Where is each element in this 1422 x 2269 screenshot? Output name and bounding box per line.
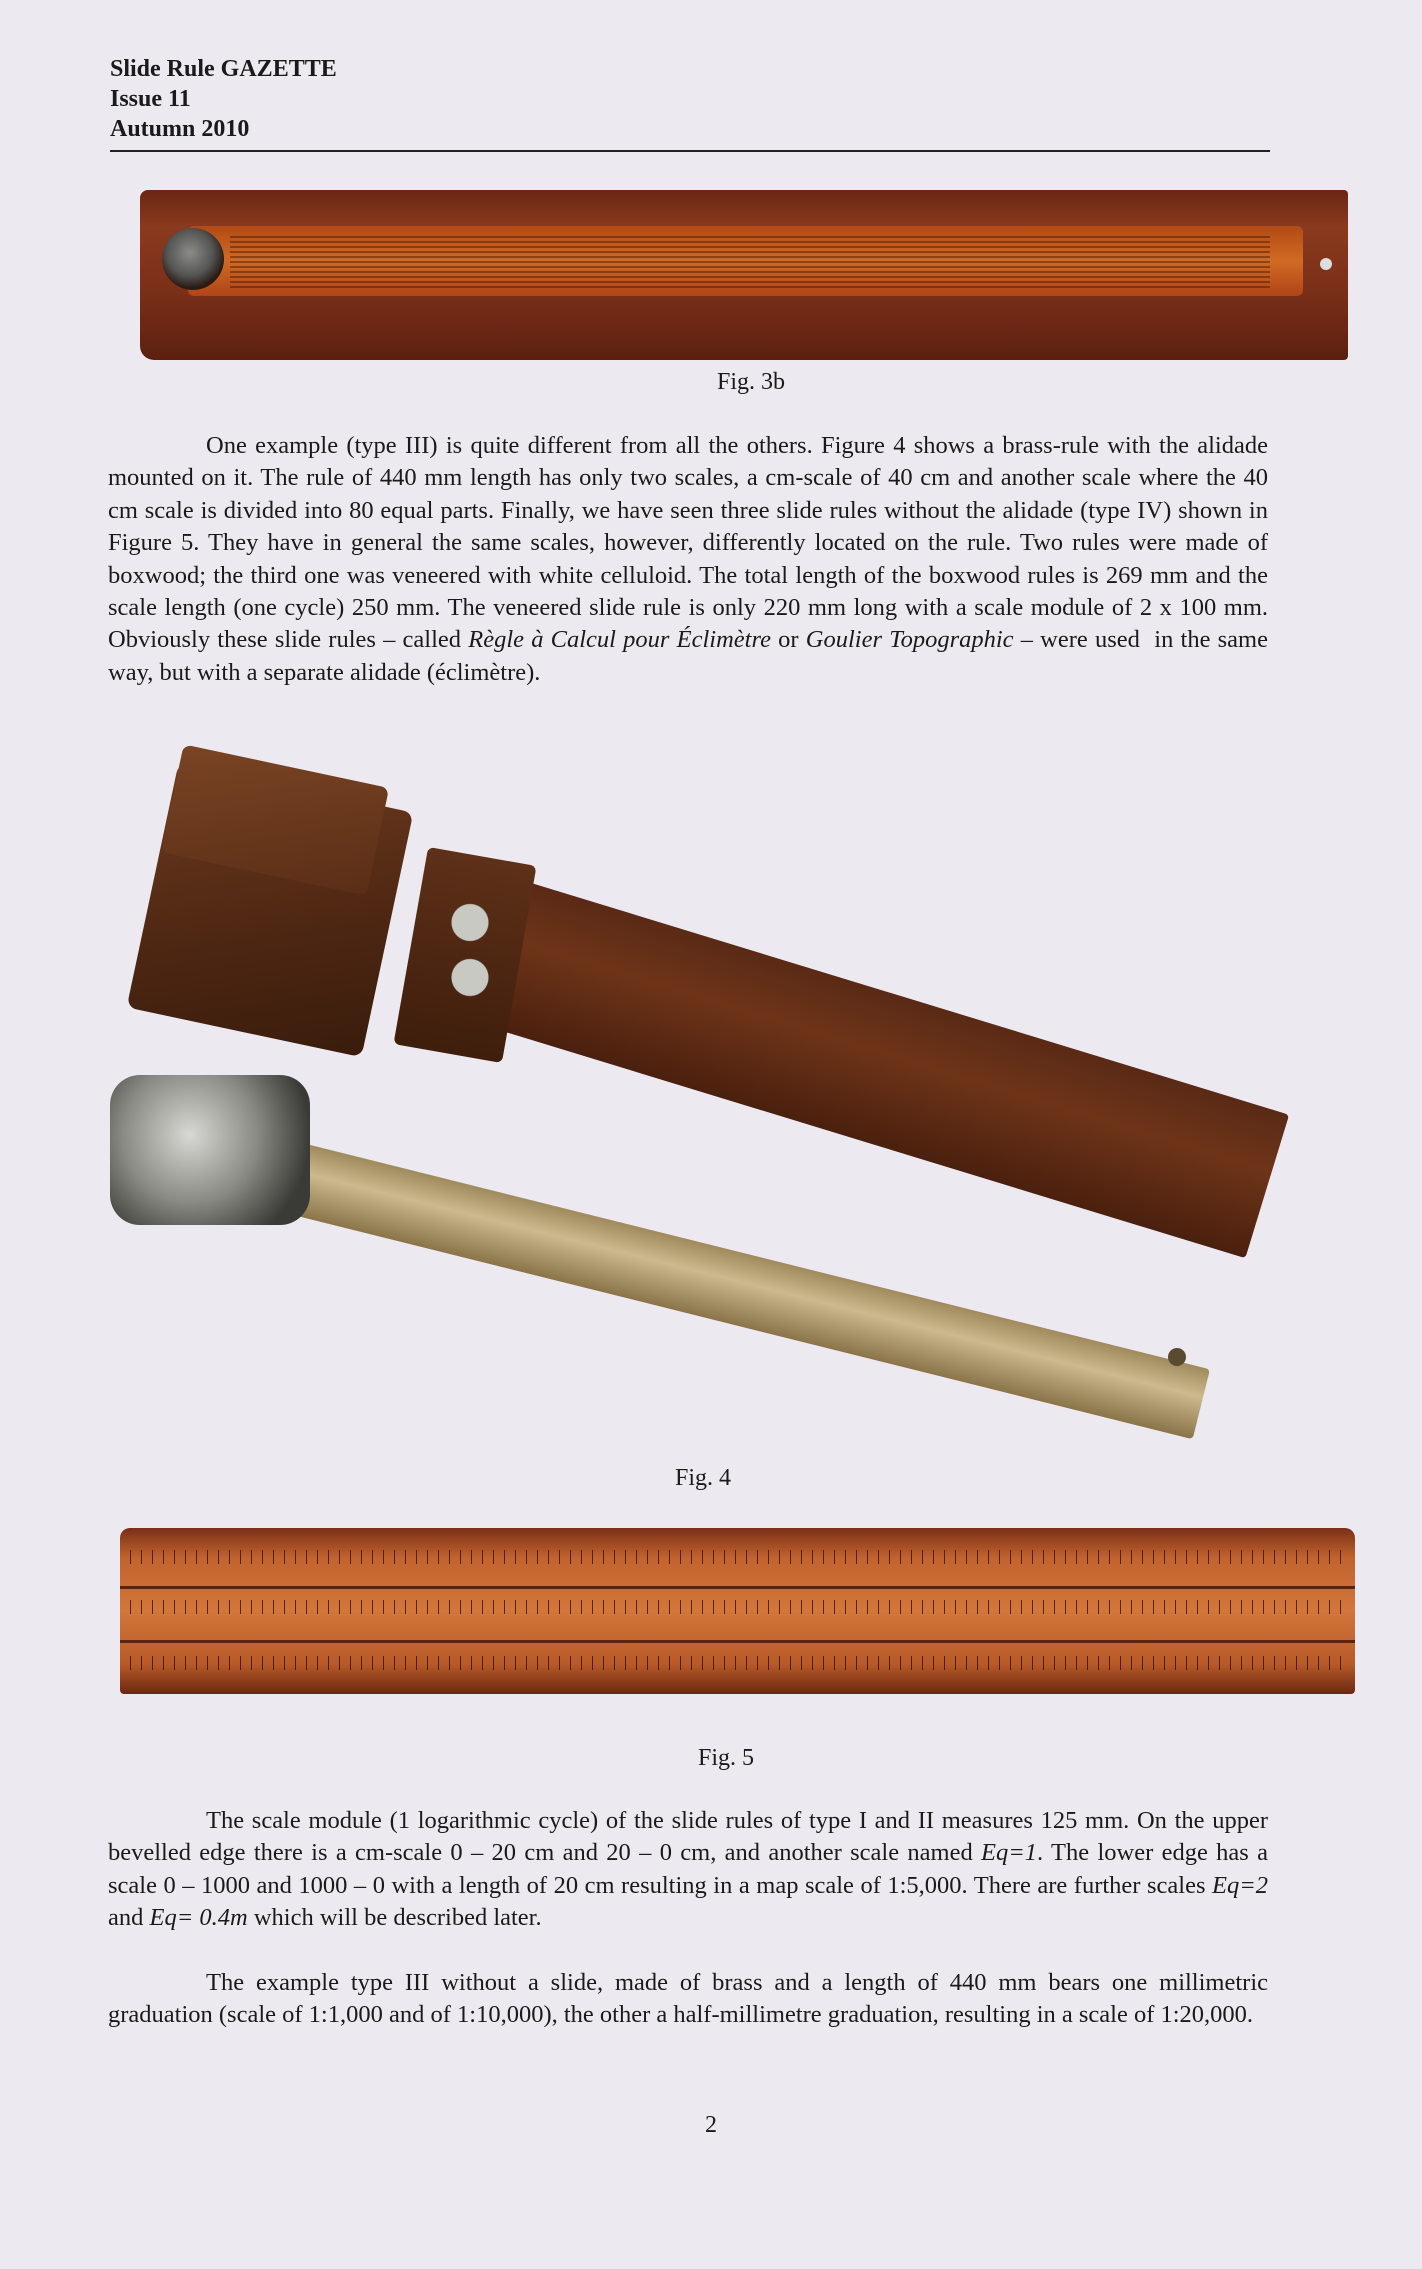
figure-5-image <box>120 1528 1355 1694</box>
brass-clamp <box>110 1075 310 1225</box>
issue-season: Autumn 2010 <box>110 116 250 142</box>
page-number: 2 <box>705 2112 717 2138</box>
alidade-screws <box>445 895 495 1005</box>
paragraph-1-text: One example (type III) is quite different from all the others. Figure 4 shows a brass-rule with the alidade mounted on it. The rule of 440 mm length has only two scales, a cm-scale of 40 cm and another scale where the 40 cm scale is divided into 80 equal parts. Finally, we have seen three slide rules without the alidade (type IV) shown in Figure 5. They have in general the same scales, however, differently located on the rule. Two rules were made of boxwood; the third one was veneered with white celluloid. The total length of the boxwood rules is 269 mm and the scale length (one cycle) 250 mm. The veneered slide rule is only 220 mm long with a scale module of 2 x 100 mm. Obviously these slide rules – called Règle à Calcul pour Éclimètre or Goulier Topographic – were used in the same way, but with a separate alidade (éclimètre). <box>108 432 1268 686</box>
slide-edge-top <box>120 1586 1355 1589</box>
paragraph-3 <box>108 1967 1268 2032</box>
slide-edge-bottom <box>120 1640 1355 1643</box>
paragraph-3-text: The example type III without a slide, made of brass and a length of 440 mm bears one millimetric graduation (scale of 1:1,000 and of 1:10,000), the other a half-millimetre graduation, resulting in a scale of 1:20,000. <box>108 1969 1268 2029</box>
case-knob <box>162 228 224 290</box>
publication-title: Slide Rule GAZETTE <box>110 56 337 82</box>
paragraph-1 <box>108 430 1268 689</box>
case-pin <box>1320 258 1332 270</box>
figure-5-caption: Fig. 5 <box>697 1745 754 1771</box>
printed-label <box>230 234 1270 288</box>
page-header <box>110 54 1270 144</box>
figure-4-image <box>110 745 1320 1425</box>
header-divider <box>110 150 1270 152</box>
figure-4-caption: Fig. 4 <box>674 1465 731 1491</box>
upper-scale-ticks <box>130 1550 1345 1564</box>
issue-number: Issue 11 <box>110 86 191 112</box>
figure-3b-image <box>140 190 1355 362</box>
lower-scale-ticks <box>130 1656 1345 1670</box>
alidade-wood-rule <box>461 875 1289 1258</box>
figure-3b-caption: Fig. 3b <box>716 369 785 395</box>
paragraph-2-text: The scale module (1 logarithmic cycle) of the slide rules of type I and II measures 125 mm. On the upper bevelled edge there is a cm-scale 0 – 20 cm and 20 – 0 cm, and another scale named Eq=1. The lower edge has a scale 0 – 1000 and 1000 – 0 with a length of 20 cm resulting in a map scale of 1:5,000. There are further scales Eq=2 and Eq= 0.4m which will be described later. <box>108 1807 1268 1932</box>
paragraph-2 <box>108 1805 1268 1935</box>
slide-scale-ticks <box>130 1600 1345 1614</box>
brass-rule-hole <box>1168 1348 1186 1366</box>
